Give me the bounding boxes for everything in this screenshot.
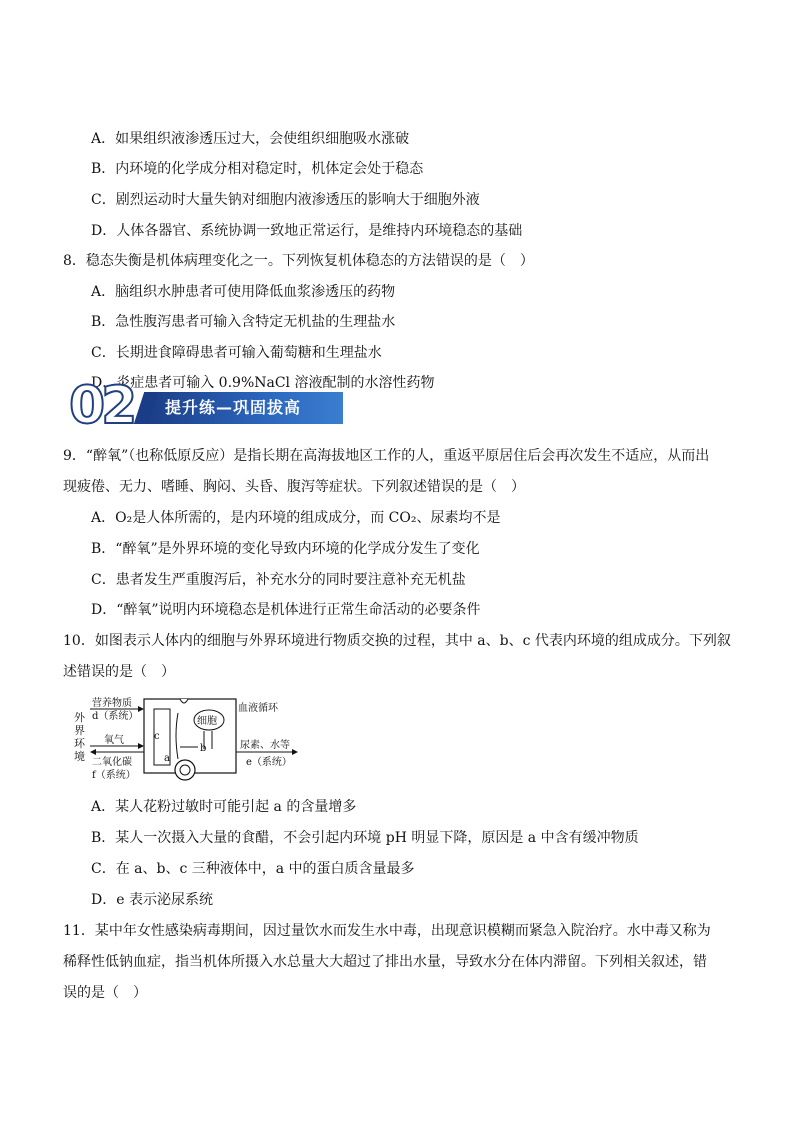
- q7-option-c: C．剧烈运动时大量失钠对细胞内液渗透压的影响大于细胞外液: [91, 192, 480, 208]
- q9-option-d: D．“醉氧”说明内环境稳态是机体进行正常生命活动的必要条件: [91, 602, 481, 618]
- q11-stem-line2: 稀释性低钠血症，指当机体所摄入水总量大大超过了排出水量，导致水分在体内滞留。下列相关叙述，错: [63, 954, 707, 970]
- q9-option-c: C．患者发生严重腹泻后，补充水分的同时要注意补充无机盐: [91, 572, 466, 588]
- banner-number: 02: [69, 376, 134, 436]
- q8-option-d: D．炎症患者可输入 0.9%NaCl 溶液配制的水溶性药物: [91, 375, 435, 391]
- label-a: a: [164, 753, 170, 764]
- label-oxygen: 氧气: [104, 735, 124, 746]
- q10-option-c: C．在 a、b、c 三种液体中，a 中的蛋白质含量最多: [91, 861, 415, 877]
- q10-option-a: A．某人花粉过敏时可能引起 a 的含量增多: [91, 799, 357, 815]
- q9-stem-line1: 9．“醉氧”（也称低原反应）是指长期在高海拔地区工作的人，重返平原居住后会再次发生不适应，从而出: [63, 448, 710, 464]
- q9-option-a: A．O₂是人体所需的，是内环境的组成成分，而 CO₂、尿素均不是: [91, 510, 501, 526]
- label-f-system: f（系统）: [92, 770, 136, 781]
- q10-option-b: B．某人一次摄入大量的食醋，不会引起内环境 pH 明显下降，原因是 a 中含有缓冲物质: [91, 830, 639, 846]
- outside-char-2: 界: [74, 724, 85, 737]
- label-blood-circulation: 血液循环: [238, 703, 278, 714]
- q8-stem: 8．稳态失衡是机体病理变化之一。下列恢复机体稳态的方法错误的是（ ）: [63, 253, 534, 269]
- label-co2: 二氧化碳: [92, 757, 132, 768]
- q8-option-a: A．脑组织水肿患者可使用降低血浆渗透压的药物: [91, 284, 396, 300]
- label-nutrients: 营养物质: [92, 698, 132, 709]
- q9-stem-line2: 现疲倦、无力、嗜睡、胸闷、头昏、腹泻等症状。下列叙述错误的是（ ）: [63, 479, 525, 495]
- label-cell: 细胞: [197, 716, 217, 727]
- outside-char-3: 环: [74, 737, 85, 750]
- outside-char-1: 外: [74, 711, 85, 724]
- q7-option-d: D．人体各器官、系统协调一致地正常运行，是维持内环境稳态的基础: [91, 223, 523, 239]
- q8-option-b: B．急性腹泻患者可输入含特定无机盐的生理盐水: [91, 314, 396, 330]
- q9-option-b: B．“醉氧”是外界环境的变化导致内环境的化学成分发生了变化: [91, 541, 480, 557]
- q10-option-d: D．e 表示泌尿系统: [91, 892, 213, 908]
- outside-char-4: 境: [74, 750, 85, 763]
- label-b: b: [200, 743, 207, 754]
- q11-stem-line1: 11．某中年女性感染病毒期间，因过量饮水而发生水中毒，出现意识模糊而紧急入院治疗。水中毒又称为: [63, 923, 711, 939]
- exchange-diagram: [70, 695, 310, 785]
- q8-option-c: C．长期进食障碍患者可输入葡萄糖和生理盐水: [91, 345, 382, 361]
- label-d-system: d（系统）: [92, 711, 139, 722]
- label-urea-water: 尿素、水等: [240, 740, 290, 751]
- q7-option-b: B．内环境的化学成分相对稳定时，机体定会处于稳态: [91, 161, 424, 177]
- label-e-system: e（系统）: [246, 757, 292, 768]
- q10-stem-line1: 10．如图表示人体内的细胞与外界环境进行物质交换的过程，其中 a、b、c 代表内环境的组成成分。下列叙: [63, 633, 731, 649]
- q11-stem-line3: 误的是（ ）: [63, 985, 147, 1001]
- label-c: c: [154, 731, 160, 742]
- q7-option-a: A．如果组织液渗透压过大，会使组织细胞吸水涨破: [91, 131, 410, 147]
- banner-title: 提升练—巩固拔高: [165, 398, 302, 417]
- q10-stem-line2: 述错误的是（ ）: [63, 664, 175, 680]
